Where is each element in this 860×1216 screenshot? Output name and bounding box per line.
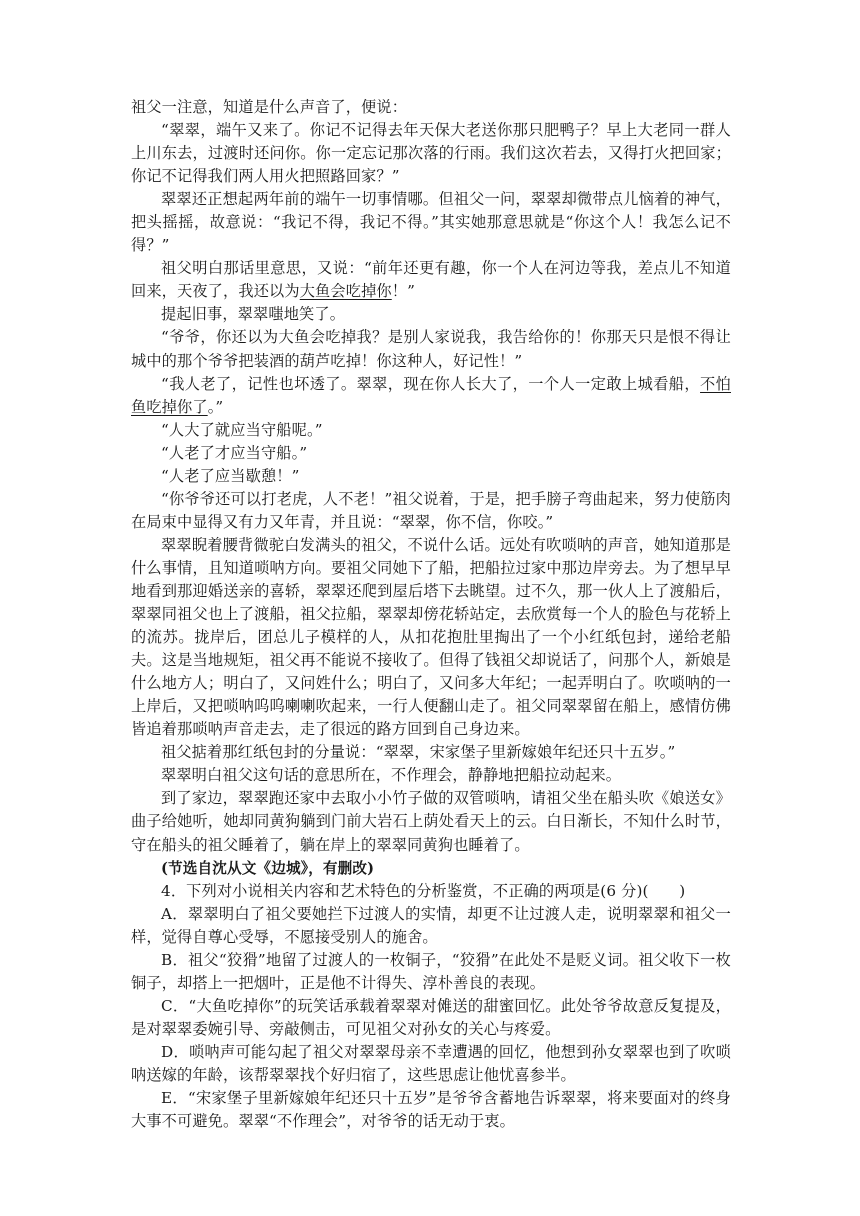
underlined-phrase: 不怕鱼吃掉你了 <box>131 374 731 416</box>
text-segment: ！” <box>391 282 416 301</box>
paragraph: 祖父一注意，知道是什么声音了，便说： <box>131 98 408 116</box>
paragraph <box>131 373 731 419</box>
paragraph: 翠翠还正想起两年前的端午一切事情哪。但祖父一问，翠翠却微带点儿恼着的神气，把头摇摇，故意说：“我记不得，我记不得。”其实她那意思就是“你这个人！我怎么记不得？” <box>131 190 731 255</box>
document-page <box>131 96 731 1133</box>
paragraph: 到了家边，翠翠跑还家中去取小小竹子做的双管唢呐，请祖父坐在船头吹《娘送女》曲子给她听，她却同黄狗躺到门前大岩石上荫处看天上的云。白日渐长，不知什么时节，守在船头的祖父睡着了，躺在岸上的翠翠同黄狗也睡着了。 <box>131 789 731 854</box>
option-e: E．“宋家堡子里新嫁娘年纪还只十五岁”是爷爷含蓄地告诉翠翠，将来要面对的终身大事不可避免。翠翠“不作理会”，对爷爷的话无动于衷。 <box>131 1089 731 1131</box>
paragraph: 翠翠明白祖父这句话的意思所在，不作理会，静静地把船拉动起来。 <box>161 766 622 785</box>
paragraph <box>131 257 731 303</box>
paragraph: “人老了才应当守船。” <box>161 443 308 462</box>
paragraph: “人老了应当歇憩！” <box>161 466 300 485</box>
option-d: D．唢呐声可能勾起了祖父对翠翠母亲不幸遭遇的回忆，他想到孙女翠翠也到了吹唢呐送嫁的年龄，该帮翠翠找个好归宿了，这些思虑让他忧喜参半。 <box>131 1042 731 1084</box>
option-a: A．翠翠明白了祖父要她拦下过渡人的实情，却更不让过渡人走，说明翠翠和祖父一样，觉得自尊心受辱，不愿接受别人的施舍。 <box>131 904 731 946</box>
question-stem: 4．下列对小说相关内容和艺术特色的分析鉴赏，不正确的两项是(6 分)( ) <box>161 881 686 900</box>
paragraph: 翠翠睨着腰背微驼白发满头的祖父，不说什么话。远处有吹唢呐的声音，她知道那是什么事情，且知道唢呐方向。要祖父同她下了船，把船拉过家中那边岸旁去。为了想早早地看到那迎婚送亲的喜轿，翠翠还爬到屋后塔下去眺望。过不久，那一伙人上了渡船后，翠翠同祖父也上了渡船，祖父拉船，翠翠却傍花轿站定，去欣赏每一个人的脸色与花轿上的流苏。拢岸后，团总儿子模样的人，从扣花抱肚里掏出了一个小红纸包封，递给老船夫。这是当地规矩，祖父再不能说不接收了。但得了钱祖父却说话了，问那个人，新娘是什么地方人；明白了，又问姓什么；明白了，又问多大年纪；一起弄明白了。吹唢呐的一上岸后，又把唢呐呜呜喇喇吹起来，一行人便翻山走了。祖父同翠翠留在船上，感情仿佛皆追着那唢呐声音走去，走了很远的路方回到自己身边来。 <box>131 535 731 739</box>
paragraph: “爷爷，你还以为大鱼会吃掉我？是别人家说我，我告给你的！你那天只是恨不得让城中的那个爷爷把装酒的葫芦吃掉！你这种人，好记性！” <box>131 328 731 370</box>
source-citation: (节选自沈从文《边城》，有删改) <box>161 859 375 877</box>
paragraph: “你爷爷还可以打老虎，人不老！”祖父说着，于是，把手膀子弯曲起来，努力使筋肉在局束中显得又有力又年青，并且说：“翠翠，你不信，你咬。” <box>131 489 731 531</box>
paragraph: “翠翠，端午又来了。你记不记得去年天保大老送你那只肥鸭子？早上大老同一群人上川东去，过渡时还问你。你一定忘记那次落的行雨。我们这次若去，又得打火把回家；你记不记得我们两人用火把照路回家？” <box>131 121 731 186</box>
text-segment: “我人老了，记性也坏透了。翠翠，现在你人长大了，一个人一定敢上城看船， <box>161 374 701 393</box>
underlined-phrase: 大鱼会吃掉你 <box>299 282 392 301</box>
paragraph: “人大了就应当守船呢。” <box>161 420 323 439</box>
text-segment: 祖父明白那话里意思，又说：“前年还更有趣，你一个人在河边等我，差点儿不知道回来，天夜了，我还以为 <box>131 259 731 301</box>
option-b: B．祖父“狡猾”地留了过渡人的一枚铜子，“狡猾”在此处不是贬义词。祖父收下一枚铜子，却搭上一把烟叶，正是他不计得失、淳朴善良的表现。 <box>131 950 731 992</box>
paragraph: 祖父掂着那红纸包封的分量说：“翠翠，宋家堡子里新嫁娘年纪还只十五岁。” <box>161 743 676 762</box>
paragraph: 提起旧事，翠翠嗤地笑了。 <box>161 305 346 324</box>
text-segment: 。” <box>207 397 224 416</box>
option-c: C．“大鱼吃掉你”的玩笑话承载着翠翠对傩送的甜蜜回忆。此处爷爷故意反复提及，是对翠翠委婉引导、旁敲侧击，可见祖父对孙女的关心与疼爱。 <box>131 996 731 1038</box>
